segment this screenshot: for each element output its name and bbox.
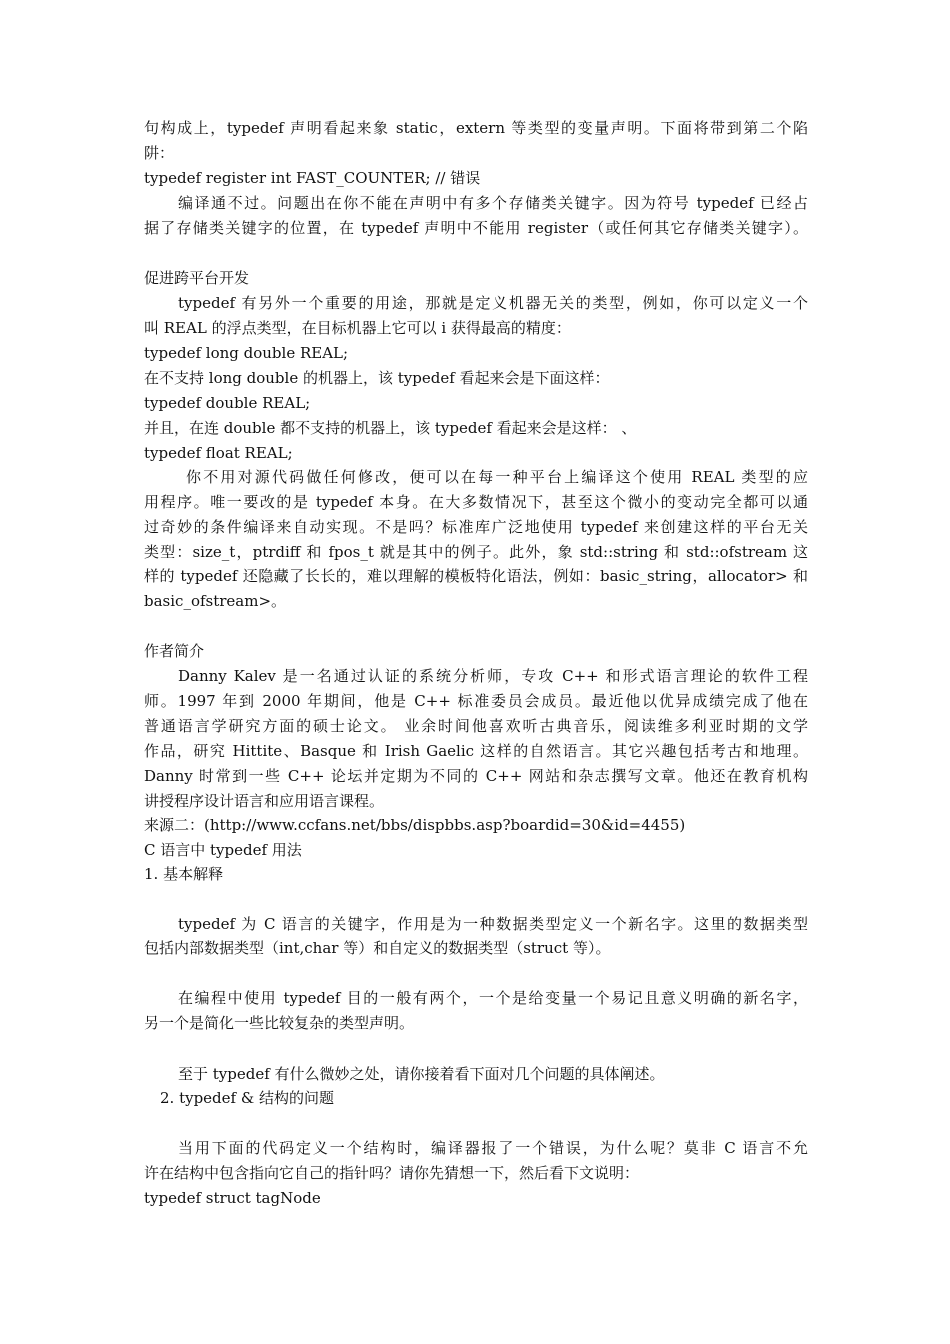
text-line: Danny Kalev 是一名通过认证的系统分析师，专攻 C++ 和形式语言理论的软件工程 <box>178 667 808 685</box>
text-line: 另一个是简化一些比较复杂的类型声明。 <box>144 1014 415 1032</box>
text-line: 在编程中使用 typedef 目的一般有两个，一个是给变量一个易记且意义明确的新名字， <box>178 989 808 1007</box>
code-line: typedef struct tagNode <box>144 1189 321 1207</box>
text-line: 讲授程序设计语言和应用语言课程。 <box>144 792 385 810</box>
text-line: 许在结构中包含指向它自己的指针吗？请你先猜想一下，然后看下文说明： <box>144 1164 640 1182</box>
text-line: 你不用对源代码做任何修改，便可以在每一种平台上编译这个使用 REAL 类型的应 <box>186 468 808 486</box>
section-heading: 促进跨平台开发 <box>144 269 250 287</box>
text-line: 包括内部数据类型（int,char 等）和自定义的数据类型（struct 等）。 <box>144 939 611 957</box>
section-heading: 作者简介 <box>144 642 205 660</box>
text-line: 样的 typedef 还隐藏了长长的，难以理解的模板特化语法，例如：basic_string，allocator> 和 <box>144 567 808 585</box>
text-line: 在不支持 long double 的机器上，该 typedef 看起来会是下面这样： <box>144 369 610 387</box>
text-line: 阱： <box>144 144 175 162</box>
text-line: 至于 typedef 有什么微妙之处，请你接着看下面对几个问题的具体阐述。 <box>178 1065 665 1083</box>
code-line: typedef float REAL; <box>144 444 293 462</box>
text-line: 作品，研究 Hittite、Basque 和 Irish Gaelic 这样的自然语言。其它兴趣包括考古和地理。 <box>144 742 808 760</box>
text-line: 编译通不过。问题出在你不能在声明中有多个存储类关键字。因为符号 typedef 已经占 <box>178 194 808 212</box>
text-line: typedef 有另外一个重要的用途，那就是定义机器无关的类型，例如，你可以定义一个 <box>178 294 808 312</box>
code-line: typedef long double REAL; <box>144 344 349 362</box>
text-line: 并且，在连 double 都不支持的机器上，该 typedef 看起来会是这样： 、 <box>144 419 637 437</box>
text-line: 当用下面的代码定义一个结构时，编译器报了一个错误，为什么呢？莫非 C 语言不允 <box>178 1139 808 1157</box>
source-line: 来源二：(http://www.ccfans.net/bbs/dispbbs.asp?boardid=30&id=4455) <box>144 816 686 834</box>
text-line: typedef 为 C 语言的关键字，作用是为一种数据类型定义一个新名字。这里的数据类型 <box>178 915 808 933</box>
code-line: typedef register int FAST_COUNTER; // 错误 <box>144 169 481 187</box>
section-heading: 2. typedef & 结构的问题 <box>160 1089 334 1107</box>
text-line: 类型：size_t，ptrdiff 和 fpos_t 就是其中的例子。此外，象 std::string 和 std::ofstream 这 <box>144 543 808 561</box>
text-line: 句构成上，typedef 声明看起来象 static，extern 等类型的变量声明。下面将带到第二个陷 <box>144 119 808 137</box>
text-line: basic_ofstream>。 <box>144 592 287 610</box>
title-line: C 语言中 typedef 用法 <box>144 841 302 859</box>
text-line: 过奇妙的条件编译来自动实现。不是吗？标准库广泛地使用 typedef 来创建这样的平台无关 <box>144 518 808 536</box>
text-line: 用程序。唯一要改的是 typedef 本身。在大多数情况下，甚至这个微小的变动完全都可以通 <box>144 493 808 511</box>
code-line: typedef double REAL; <box>144 394 311 412</box>
text-line: 据了存储类关键字的位置，在 typedef 声明中不能用 register（或任何其它存储类关键字）。 <box>144 219 808 237</box>
text-line: Danny 时常到一些 C++ 论坛并定期为不同的 C++ 网站和杂志撰写文章。他还在教育机构 <box>144 767 808 785</box>
text-line: 叫 REAL 的浮点类型，在目标机器上它可以 i 获得最高的精度： <box>144 319 571 337</box>
text-line: 普通语言学研究方面的硕士论文。 业余时间他喜欢听古典音乐，阅读维多利亚时期的文学 <box>144 717 808 735</box>
section-heading: 1. 基本解释 <box>144 865 224 883</box>
text-line: 师。1997 年到 2000 年期间，他是 C++ 标准委员会成员。最近他以优异成绩完成了他在 <box>144 692 808 710</box>
